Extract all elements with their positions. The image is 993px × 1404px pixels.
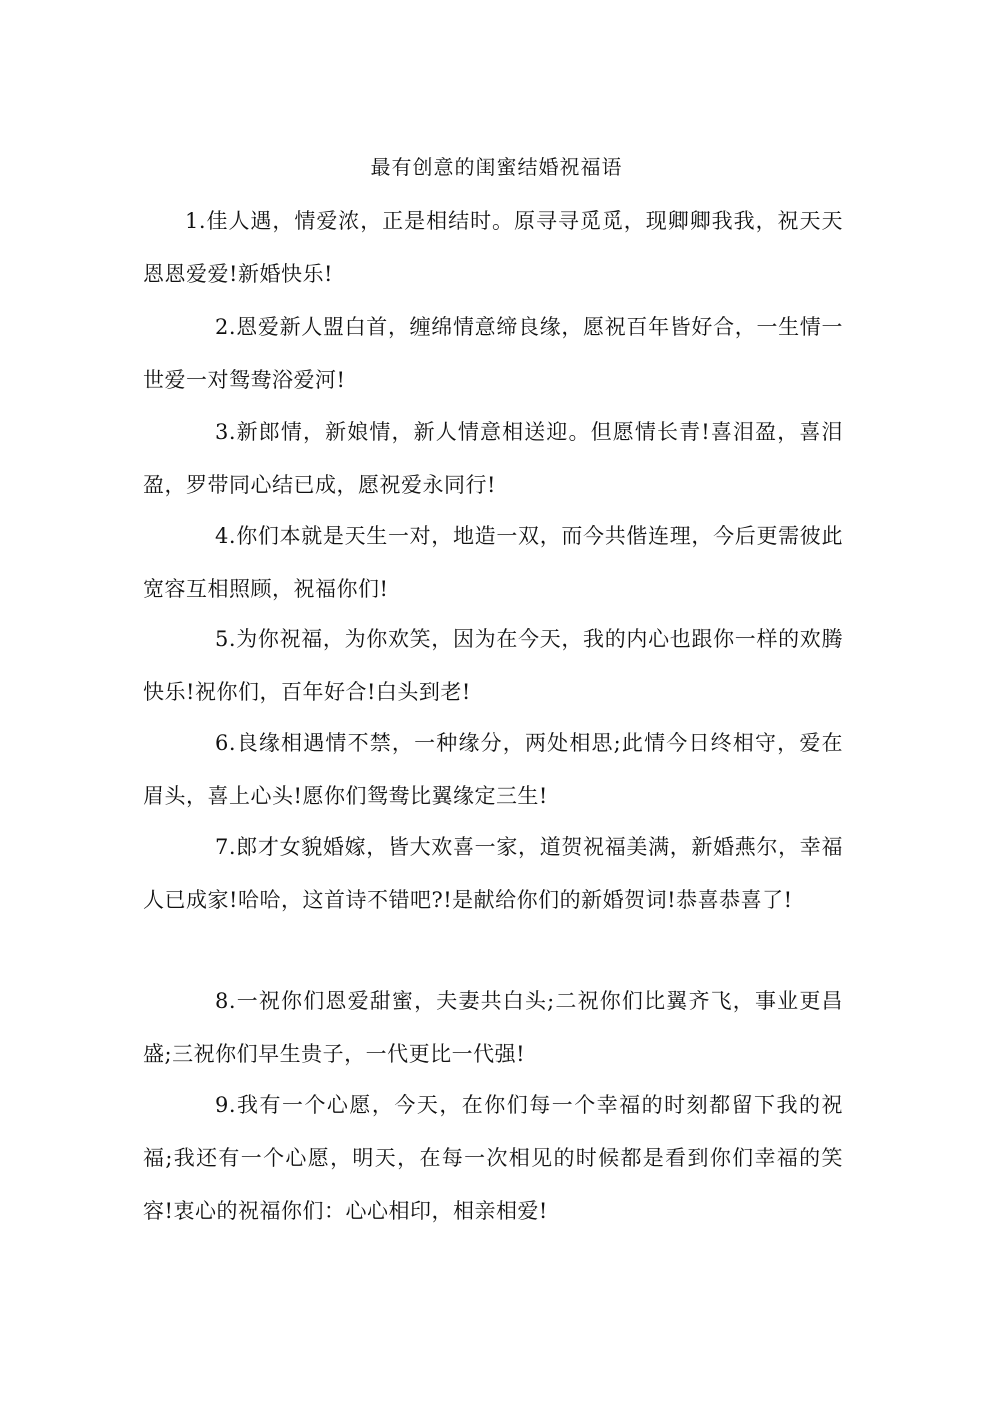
paragraph-4: 4.你们本就是天生一对，地造一双，而今共偕连理，今后更需彼此宽容互相照顾，祝福你们! — [143, 524, 843, 601]
paragraph-3: 3.新郎情，新娘情，新人情意相送迎。但愿情长青!喜泪盈，喜泪盈，罗带同心结已成，愿祝爱永同行! — [143, 420, 843, 497]
paragraph-7: 7.郎才女貌婚嫁，皆大欢喜一家，道贺祝福美满，新婚燕尔，幸福人已成家!哈哈，这首诗不错吧?!是献给你们的新婚贺词!恭喜恭喜了! — [143, 835, 843, 912]
paragraph-1: 1.佳人遇，情爱浓，正是相结时。原寻寻觅觅，现卿卿我我，祝天天恩恩爱爱!新婚快乐! — [143, 209, 843, 286]
paragraph-2: 2.恩爱新人盟白首，缠绵情意缔良缘，愿祝百年皆好合，一生情一世爱一对鸳鸯浴爱河! — [143, 315, 843, 392]
paragraph-8: 8.一祝你们恩爱甜蜜，夫妻共白头;二祝你们比翼齐飞，事业更昌盛;三祝你们早生贵子，一代更比一代强! — [143, 989, 843, 1066]
paragraph-6: 6.良缘相遇情不禁，一种缘分，两处相思;此情今日终相守，爱在眉头，喜上心头!愿你们鸳鸯比翼缘定三生! — [143, 731, 843, 808]
paragraph-5: 5.为你祝福，为你欢笑，因为在今天，我的内心也跟你一样的欢腾快乐!祝你们，百年好合!白头到老! — [143, 627, 843, 704]
document-title: 最有创意的闺蜜结婚祝福语 — [370, 155, 623, 179]
paragraph-9: 9.我有一个心愿，今天，在你们每一个幸福的时刻都留下我的祝福;我还有一个心愿，明天，在每一次相见的时候都是看到你们幸福的笑容!衷心的祝福你们：心心相印，相亲相爱! — [143, 1093, 843, 1223]
